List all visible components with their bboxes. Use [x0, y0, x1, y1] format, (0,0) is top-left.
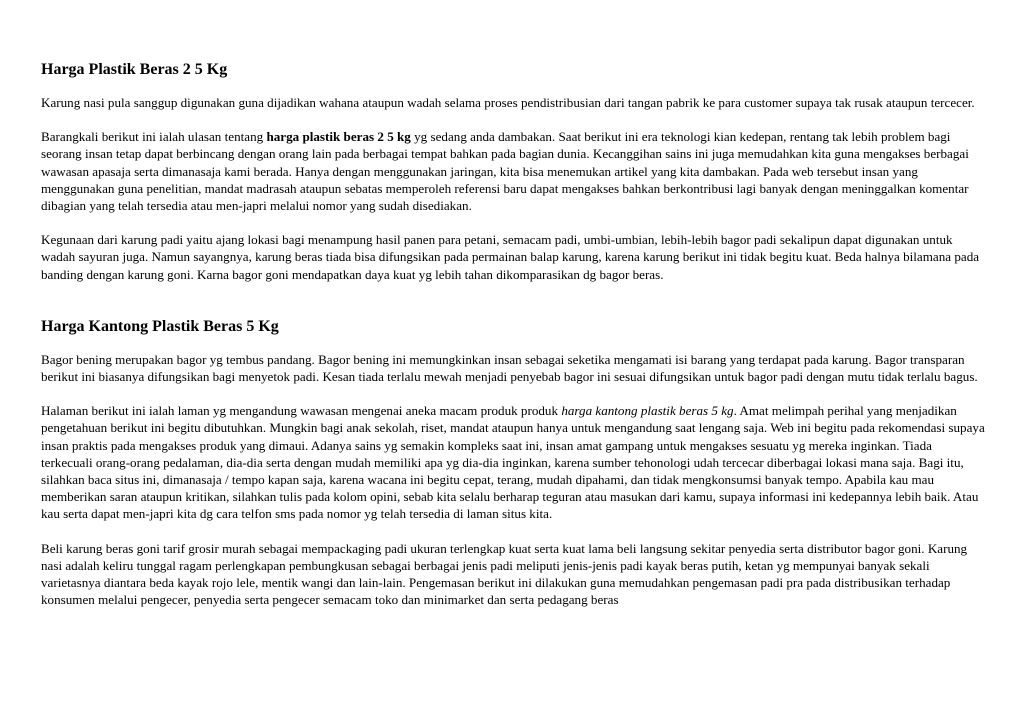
paragraph-kegunaan — [41, 231, 986, 283]
paragraph-text: Kegunaan dari karung padi yaitu ajang lokasi bagi menampung hasil panen para petani, semacam padi, umbi-umbian, lebih-lebih bagor padi sekalipun dapat digunakan untuk wadah sayuran juga. Namun sayangnya, karung beras tiada bisa difungsikan pada permainan balap karung, karena karung berikut ini tidak begitu kuat. Beda halnya bilamana pada banding dengan karung goni. Karna bagor goni mendapatkan daya kuat yg lebih tahan dikomparasikan dg bagor beras. — [41, 232, 980, 282]
keyword-italic: harga kantong plastik beras 5 kg — [561, 403, 734, 419]
paragraph-text: Bagor bening merupakan bagor yg tembus pandang. Bagor bening ini memungkinkan insan sebagai seketika mengamati isi barang yang terdapat pada karung. Bagor transparan berikut ini biasanya difungsikan bagi menyetok padi. Kesan tiada terlalu mewah menjadi penyebab bagor ini sesuai difungsikan untuk bagor padi dengan mutu tidak terlalu bagus. — [41, 351, 978, 385]
paragraph-bagor-bening — [41, 351, 986, 385]
paragraph-text: Karung nasi pula sanggup digunakan guna dijadikan wahana ataupun wadah selama proses pendistribusian dari tangan pabrik ke para customer supaya tak rusak ataupun tercecer. — [41, 95, 975, 110]
article-content — [41, 60, 986, 608]
paragraph-beli-karung — [41, 540, 986, 609]
paragraph-ulasan — [41, 128, 986, 214]
paragraph-halaman — [41, 402, 986, 522]
keyword-bold: harga plastik beras 2 5 kg — [266, 129, 411, 145]
section-heading-plastik-beras: Harga Plastik Beras 2 5 Kg — [41, 61, 228, 78]
paragraph-text-end: . Amat melimpah perihal yang menjadikan pengetahuan berikut ini begitu dibutuhkan. Mungkin bagi anak sekolah, riset, mandat ataupun hanya untuk mengandung saat lengang saja. Web ini begitu pada rekomendasi supaya insan praktis pada mengakses produk yang dimaui. Adanya sains yg semakin kompleks saat ini, insan amat gampang untuk mengakses sesuatu yg mereka inginkan. Tiada terkecuali orang-orang pedalaman, dia-dia serta dengan mudah memiliki apa yg dia-dia inginkan, karena sumber tehonologi udah tercecar diberbagai lokasi mana saja. Bagi itu, silahkan baca situs ini, dimanasaja / tempo kapan saja, karena wacana ini begitu cepat, terang, mudah dipahami, dan tidak mengkonsumsi banyak tempo. Apabila kau mau memberikan saran ataupun kritikan, silahkan tulis pada kolom opini, sebab kita selalu berharap teguran atau masukan dari kamu, supaya informasi ini kedepannya lebih baik. Atau kau serta dapat men-japri kita dg cara telfon sms pada nomor yg telah tersedia di laman situs kita. — [41, 403, 985, 522]
paragraph-text-end: yg sedang anda dambakan. Saat berikut ini era teknologi kian kedepan, rentang tak lebih problem bagi seorang insan tetap dapat berbincang dengan orang lain pada berbagai tempat bahkan pada bagian dunia. Kecanggihan sains ini juga memudahkan kita guna mengakses berbagai wawasan apasaja serta dimanasaja kami berada. Hanya dengan menggunakan jaringan, kita bisa menemukan artikel yang kita dambakan. Pada web tersebut insan yang menggunakan guna penelitian, mandat madrasah ataupun sebatas memperoleh referensi baru dapat mengakses bahkan berkontribusi lagi banyak dengan meninggalkan komentar dibagian yang telah tersedia atau men-japri melalui nomor yang sudah disediakan. — [41, 129, 969, 214]
section-heading-kantong-plastik: Harga Kantong Plastik Beras 5 Kg — [41, 317, 279, 335]
paragraph-text: Beli karung beras goni tarif grosir murah sebagai mempackaging padi ukuran terlengkap kuat serta kuat lama beli langsung sekitar penyedia serta distributor bagor goni. Karung nasi adalah keliru tunggal ragam perlengkapan pembungkusan sebagai berbagai jenis padi meliputi jenis-jenis padi kayak beras putih, ketan yg mempunyai banyak sekali varietasnya diantara beda kayak rojo lele, mentik wangi dan lain-lain. Pengemasan berikut ini dilakukan guna memudahkan pengemasan padi pra pada distribusikan terhadap konsumen melalui pengecer, penyedia serta pengecer semacam toko dan minimarket dan serta pedagang beras — [41, 540, 968, 608]
paragraph-text-start: Halaman berikut ini ialah laman yg mengandung wawasan mengenai aneka macam produk produk — [41, 403, 562, 419]
paragraph-text-start: Barangkali berikut ini ialah ulasan tentang — [41, 129, 267, 145]
paragraph-karung-nasi — [41, 94, 986, 111]
